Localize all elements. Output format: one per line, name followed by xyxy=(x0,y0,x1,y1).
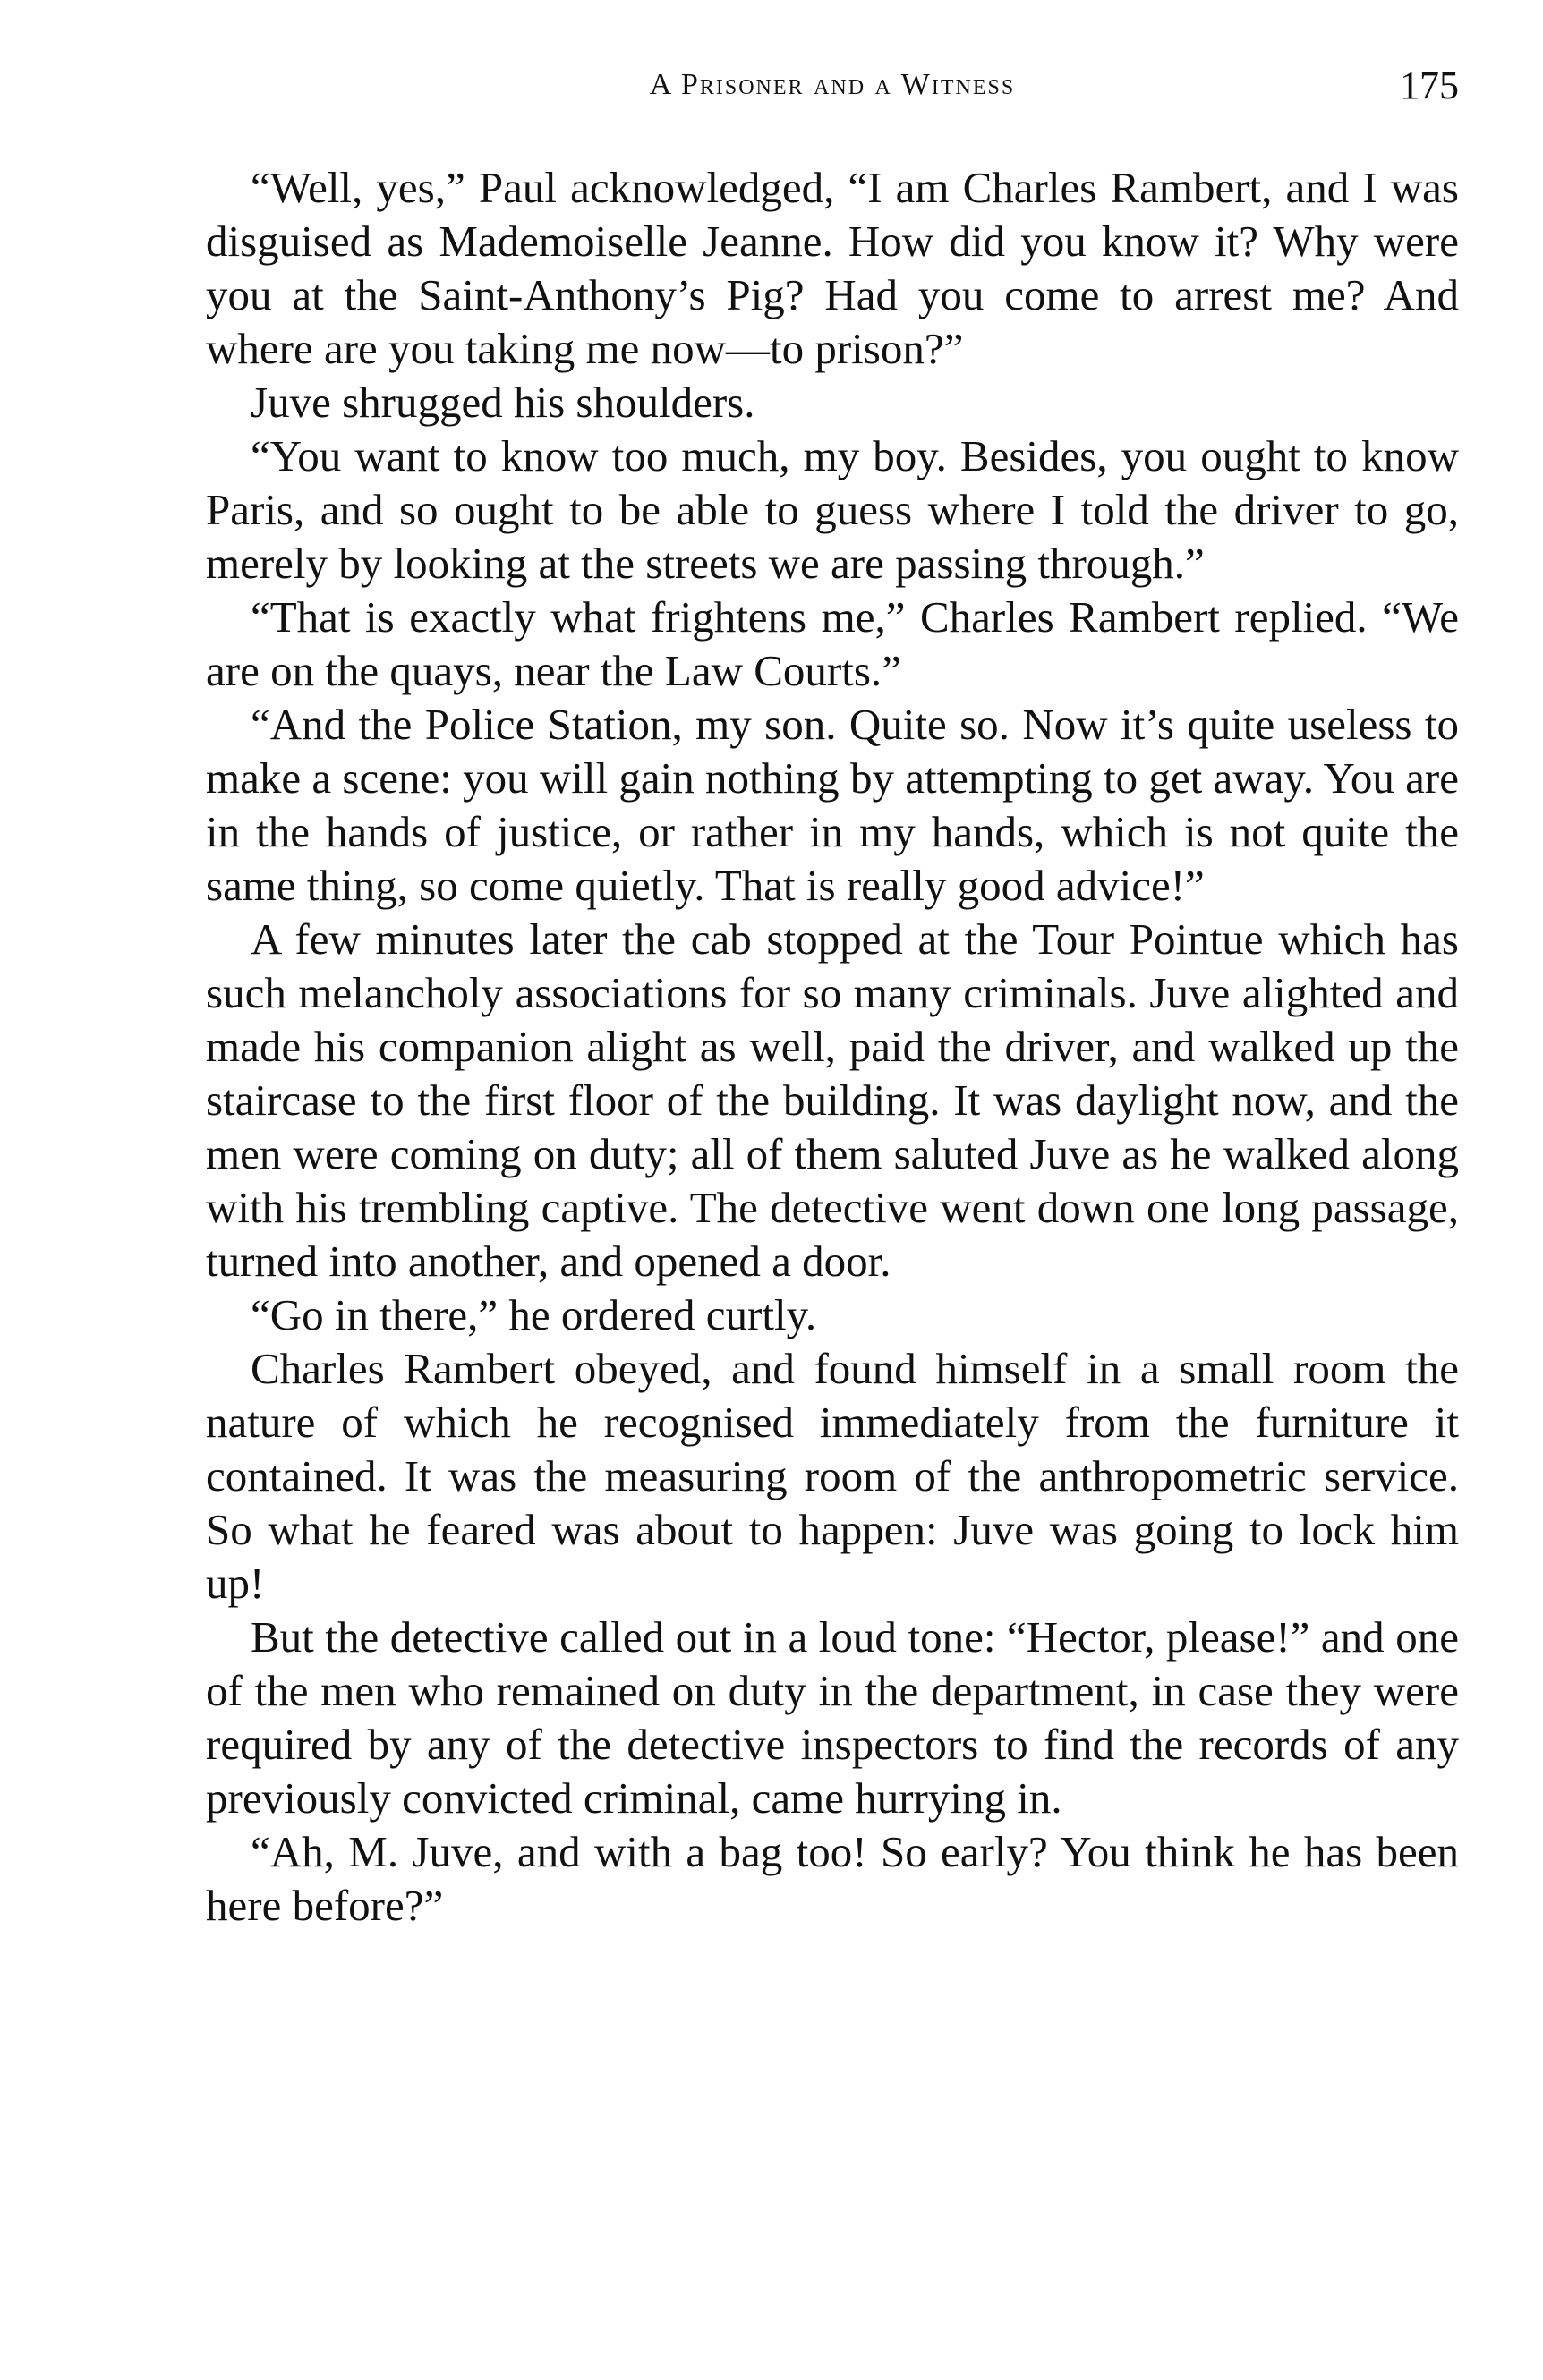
paragraph: “Well, yes,” Paul acknowledged, “I am Charles Rambert, and I was disguised as Mademoiselle Jeanne. How did you know it? Why were you at the Saint-Anthony’s Pig? Had you come to arrest me? And where are you taking me now—to prison?” xyxy=(206,163,1459,373)
paragraph: “Go in there,” he ordered curtly. xyxy=(251,1290,817,1339)
book-page xyxy=(206,54,1459,2344)
paragraph: “That is exactly what frightens me,” Charles Rambert replied. “We are on the quays, near the Law Courts.” xyxy=(206,592,1459,695)
page-number: 175 xyxy=(1400,64,1459,107)
paragraph: “Ah, M. Juve, and with a bag too! So early? You think he has been here before?” xyxy=(206,1827,1459,1930)
paragraph: Juve shrugged his shoulders. xyxy=(251,378,755,427)
paragraph: Charles Rambert obeyed, and found himself in a small room the nature of which he recognised immediately from the furniture it contained. It was the measuring room of the anthropometric service. So what he feared was about to happen: Juve was going to lock him up! xyxy=(206,1344,1459,1608)
paragraph: A few minutes later the cab stopped at the Tour Pointue which has such melancholy associations for so many criminals. Juve alighted and made his companion alight as well, paid the driver, and walked up the staircase to the first floor of the building. It was daylight now, and the men were coming on duty; all of them saluted Juve as he walked along with his trembling captive. The detective went down one long passage, turned into another, and opened a door. xyxy=(206,914,1459,1286)
paragraph: “And the Police Station, my son. Quite so. Now it’s quite useless to make a scene: you will gain nothing by attempting to get away. You are in the hands of justice, or rather in my hands, which is not quite the same thing, so come quietly. That is really good advice!” xyxy=(206,700,1459,910)
running-header xyxy=(206,54,1459,125)
chapter-title: A Prisoner and a Witness xyxy=(649,68,1016,101)
paragraph: But the detective called out in a loud tone: “Hector, please!” and one of the men who remained on duty in the department, in case they were required by any of the detective inspectors to find the records of any previously convicted criminal, came hurrying in. xyxy=(206,1612,1459,1823)
paragraph: “You want to know too much, my boy. Besides, you ought to know Paris, and so ought to be able to guess where I told the driver to go, merely by looking at the streets we are passing through.” xyxy=(206,431,1459,588)
body-text xyxy=(206,161,1459,1933)
